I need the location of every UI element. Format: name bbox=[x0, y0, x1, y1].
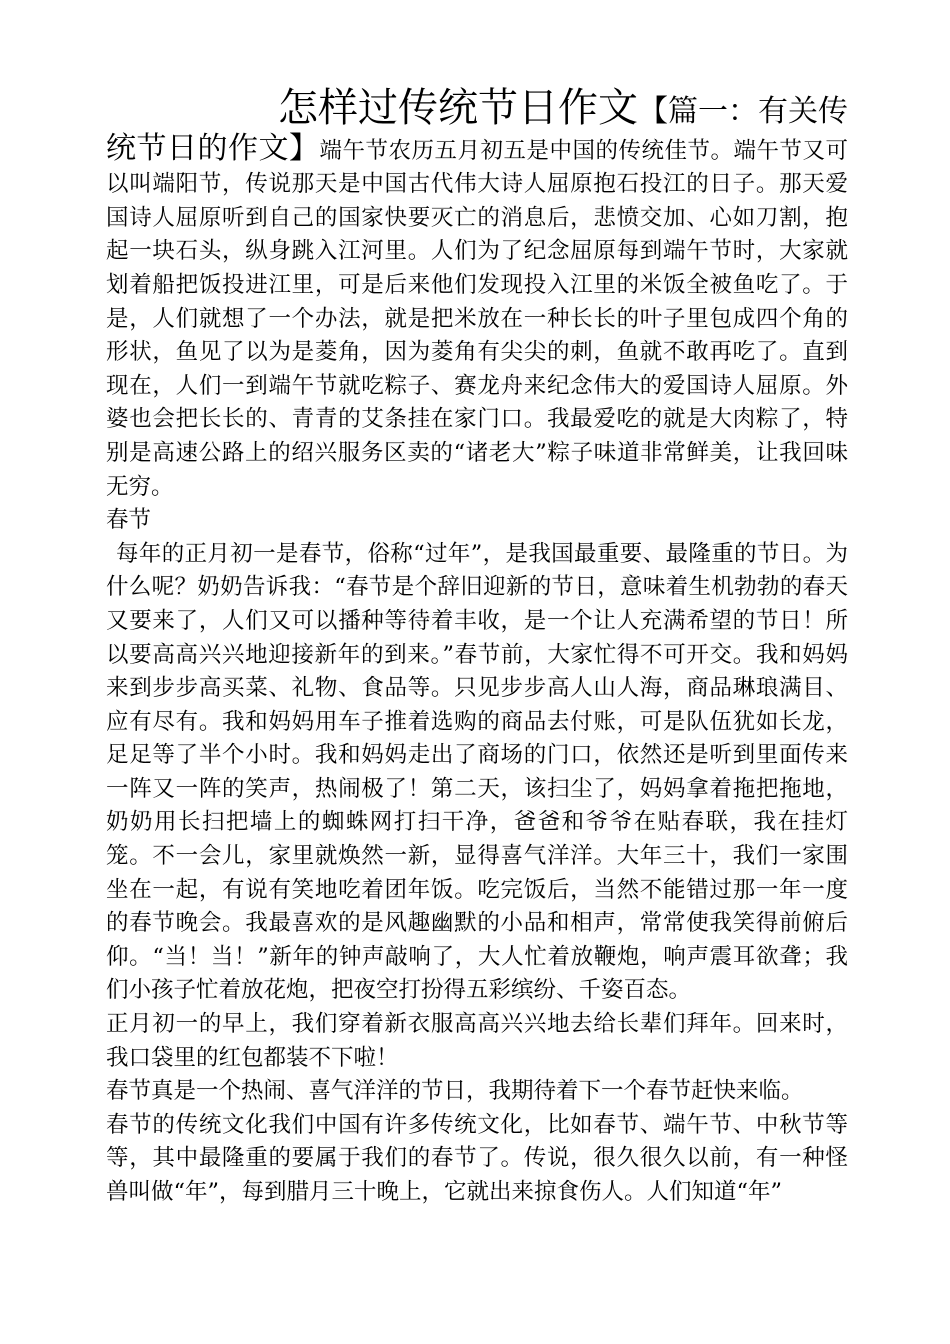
body-paragraph-1: 每年的正月初一是春节，俗称“过年”，是我国最重要、最隆重的节日。为什么呢？奶奶告诉我：“春节是个辞旧迎新的节日，意味着生机勃勃的春天又要来了，人们又可以播种等待着丰收，是一个让人充满希望的节日！所以要高高兴兴地迎接新年的到来。”春节前，大家忙得不可开交。我和妈妈来到步步高买菜、礼物、食品等。只见步步高人山人海，商品琳琅满目、应有尽有。我和妈妈用车子推着选购的商品去付账，可是队伍犹如长龙，足足等了半个小时。我和妈妈走出了商场的门口，依然还是听到里面传来一阵又一阵的笑声，热闹极了！第二天，该扫尘了，妈妈拿着拖把拖地，奶奶用长扫把墙上的蜘蛛网打扫干净，爸爸和爷爷在贴春联，我在挂灯笼。不一会儿，家里就焕然一新，显得喜气洋洋。大年三十，我们一家围坐在一起，有说有笑地吃着团年饭。吃完饭后，当然不能错过那一年一度的春节晚会。我最喜欢的是风趣幽默的小品和相声，常常使我笑得前俯后仰。“当！当！”新年的钟声敲响了，大人忙着放鞭炮，响声震耳欲聋；我们小孩子忙着放花炮，把夜空打扮得五彩缤纷、千姿百态。 bbox=[106, 540, 848, 1004]
section-heading: 春节 bbox=[106, 507, 152, 534]
intro-paragraph bbox=[106, 86, 848, 504]
body-paragraph-2: 正月初一的早上，我们穿着新衣服高高兴兴地去给长辈们拜年。回来时，我口袋里的红包都装不下啦！ bbox=[106, 1011, 848, 1071]
body-paragraph-3: 春节真是一个热闹、喜气洋洋的节日，我期待着下一个春节赶快来临。 bbox=[106, 1078, 804, 1105]
document-subtitle: 【篇一：有关传统节日的作文】 bbox=[106, 94, 848, 166]
document-page bbox=[106, 86, 848, 1210]
body-paragraph-4: 春节的传统文化我们中国有许多传统文化，比如春节、端午节、中秋节等等，其中最隆重的要属于我们的春节了。传说，很久很久以前，有一种怪兽叫做“年”，每到腊月三十晚上，它就出来掠食伤人。人们知道“年” bbox=[106, 1111, 848, 1205]
document-title: 怎样过传统节日作文 bbox=[278, 85, 638, 131]
intro-text: 端午节农历五月初五是中国的传统佳节。端午节又可以叫端阳节，传说那天是中国古代伟大诗人屈原抱石投江的日子。那天爱国诗人屈原听到自己的国家快要灭亡的消息后，悲愤交加、心如刀割，抱起一块石头，纵身跳入江河里。人们为了纪念屈原每到端午节时，大家就划着船把饭投进江里，可是后来他们发现投入江里的米饭全被鱼吃了。于是，人们就想了一个办法，就是把米放在一种长长的叶子里包成四个角的形状，鱼见了以为是菱角，因为菱角有尖尖的刺，鱼就不敢再吃了。直到现在，人们一到端午节就吃粽子、赛龙舟来纪念伟大的爱国诗人屈原。外婆也会把长长的、青青的艾条挂在家门口。我最爱吃的就是大肉粽了，特别是高速公路上的绍兴服务区卖的“诸老大”粽子味道非常鲜美，让我回味无穷。 bbox=[106, 137, 848, 500]
